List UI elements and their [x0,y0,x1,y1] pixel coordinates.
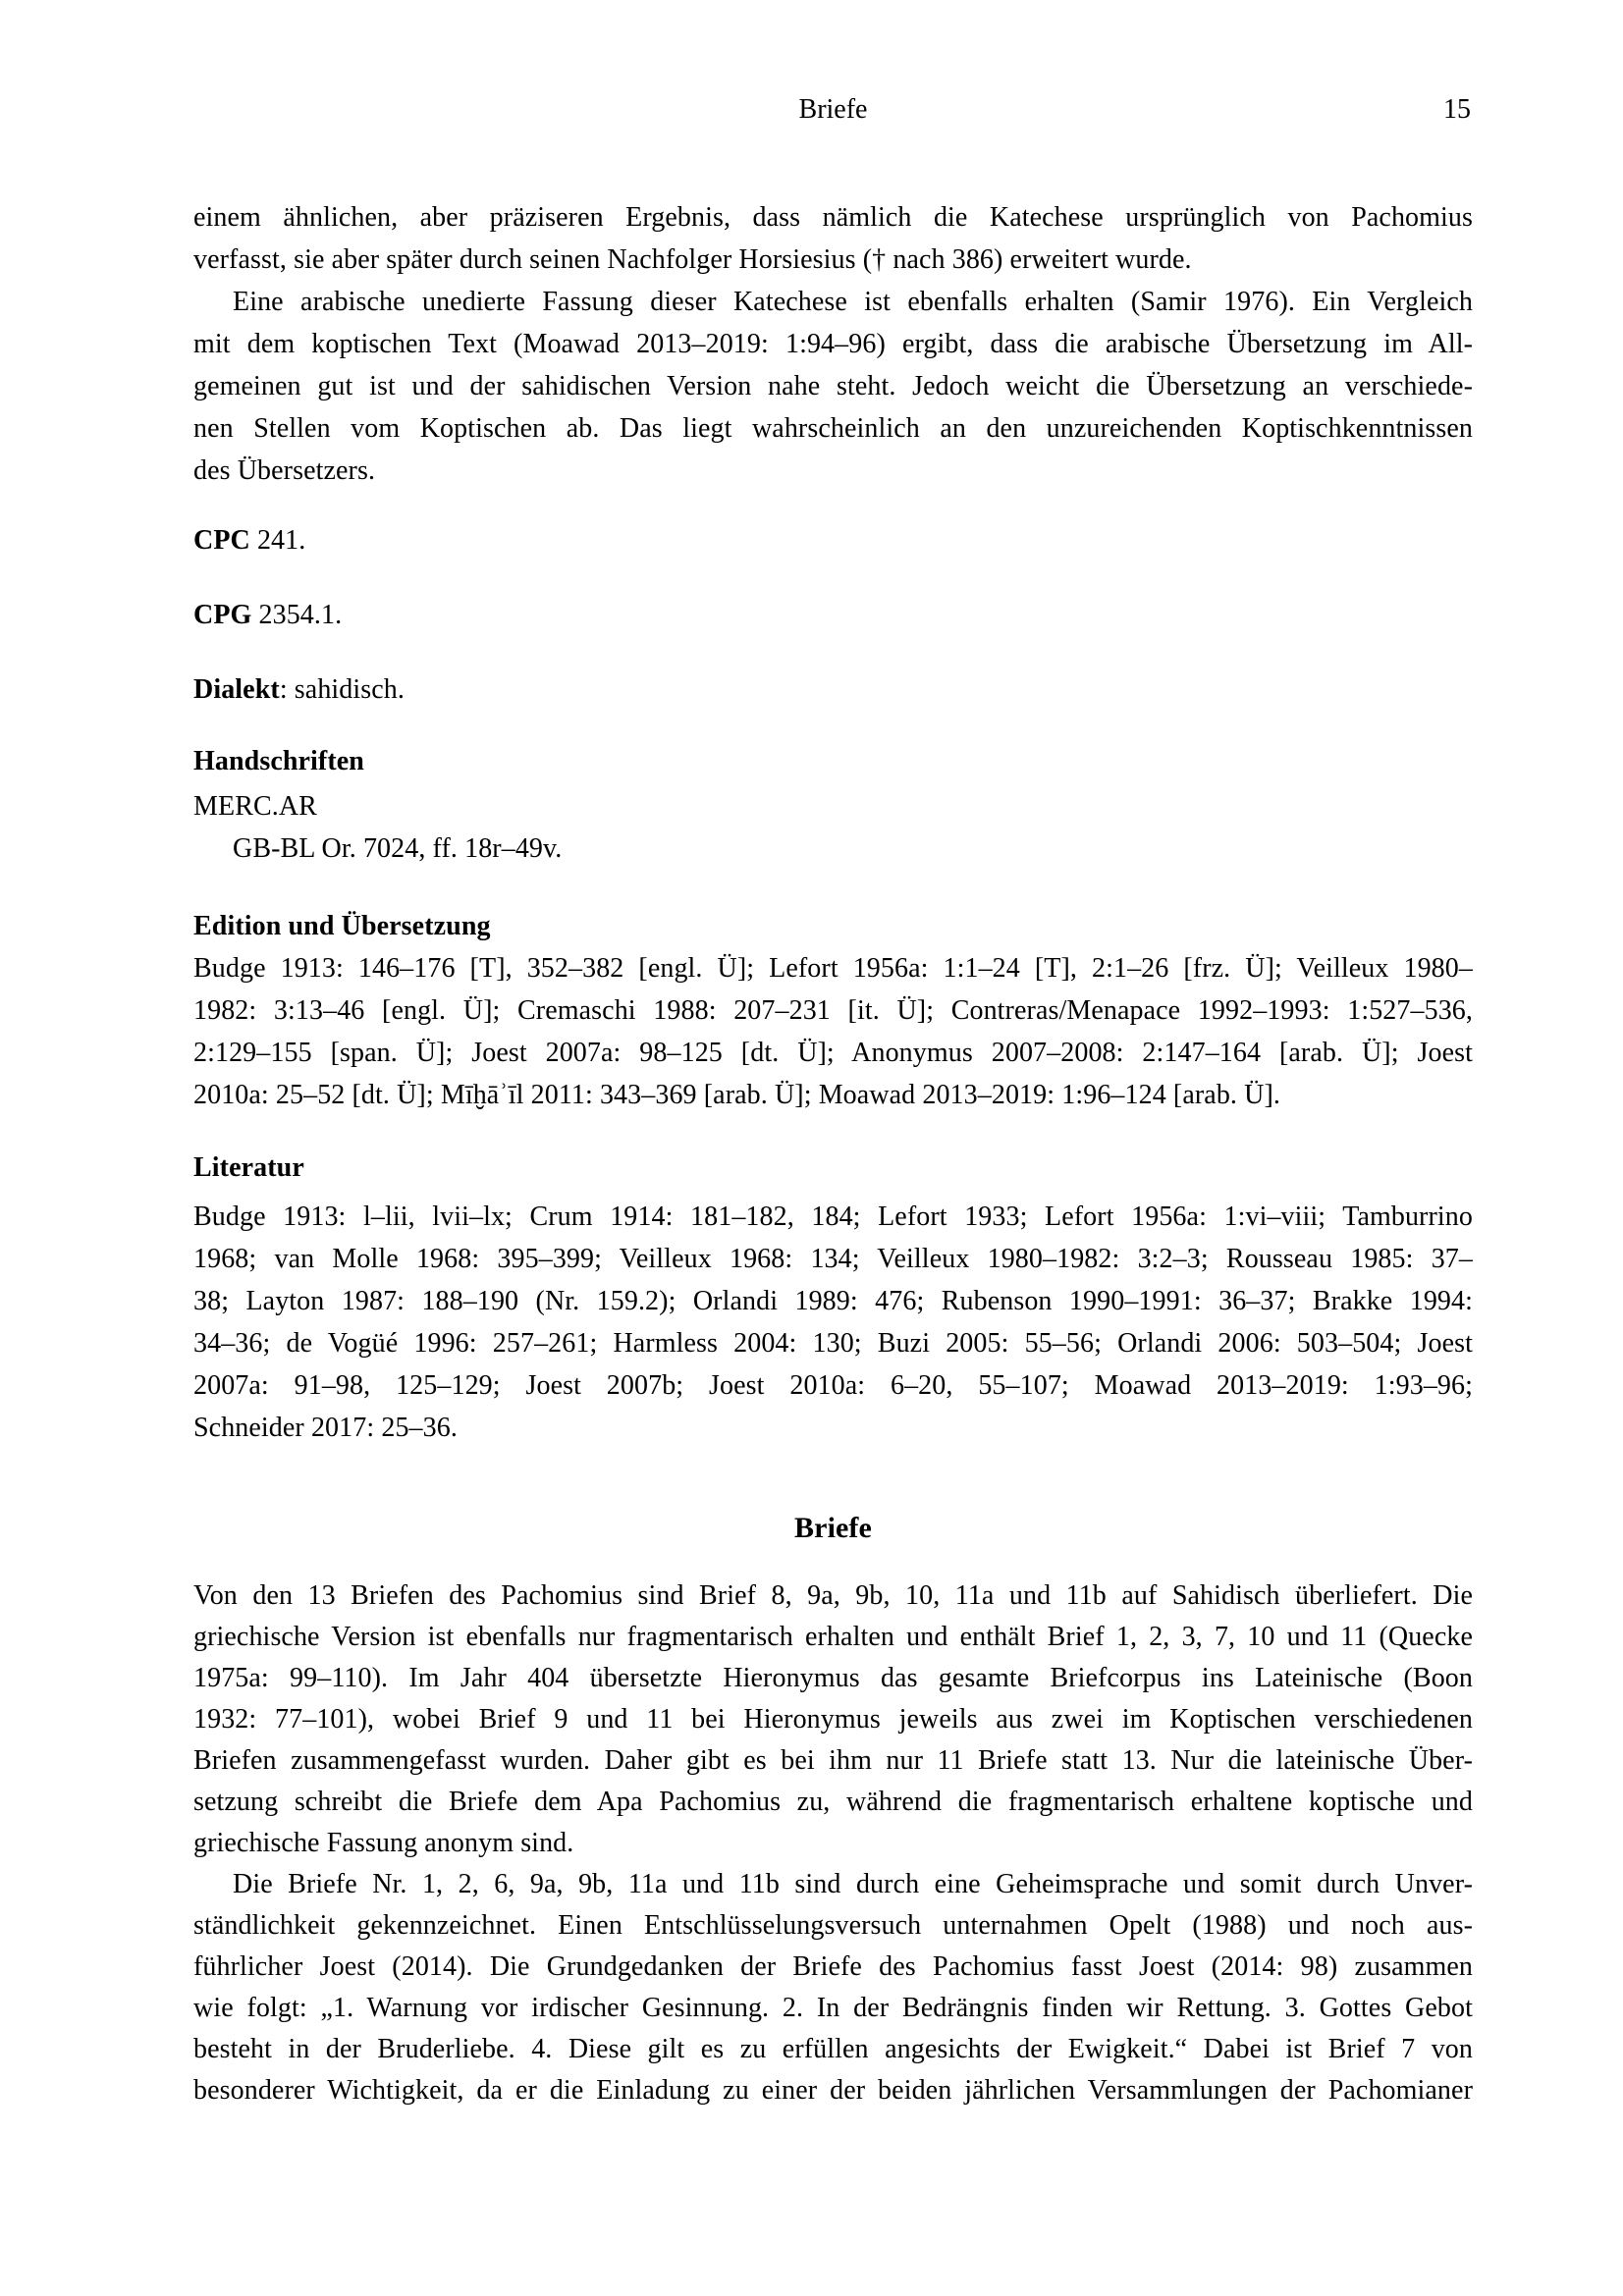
text-line: 2:129–155 [span. Ü]; Joest 2007a: 98–125 [dt. Ü]; Anonymus 2007–2008: 2:147–164 [arab. Ü]; Joest [193,1038,1473,1068]
page-number: 15 [1443,94,1471,125]
entry-cpg [193,594,1473,636]
entry-dialekt-value: : sahidisch. [279,674,405,705]
text-line: Von den 13 Briefen des Pachomius sind Brief 8, 9a, 9b, 10, 11a und 11b auf Sahidisch überliefert. Die [193,1580,1473,1611]
paragraph-briefe-2 [193,1864,1473,2111]
text-line: 38; Layton 1987: 188–190 (Nr. 159.2); Orlandi 1989: 476; Rubenson 1990–1991: 36–37; Brakke 1994: [193,1286,1473,1316]
paragraph-literatur [193,1196,1473,1449]
running-head [193,88,1473,131]
entry-cpc [193,519,1473,561]
entry-dialekt [193,668,1473,711]
text-line: 1968; van Molle 1968: 395–399; Veilleux 1968: 134; Veilleux 1980–1982: 3:2–3; Rousseau 1985: 37– [193,1244,1473,1274]
text-line: wie folgt: „1. Warnung vor irdischer Gesinnung. 2. In der Bedrängnis finden wir Rettung. 3. Gottes Gebot [193,1993,1473,2023]
text-line: Budge 1913: l–lii, lvii–lx; Crum 1914: 181–182, 184; Lefort 1933; Lefort 1956a: 1:vi–viii; Tamburrino [193,1201,1473,1232]
text-line: besteht in der Bruderliebe. 4. Diese gilt es zu erfüllen angesichts der Ewigkeit.“ Dabei ist Brief 7 von [193,2034,1473,2064]
text-line: setzung schreibt die Briefe dem Apa Pachomius zu, während die fragmentarisch erhaltene koptische und [193,1787,1473,1817]
text-line: mit dem koptischen Text (Moawad 2013–2019: 1:94–96) ergibt, dass die arabische Übersetzung im All- [193,329,1473,359]
text-line: einem ähnlichen, aber präziseren Ergebnis, dass nämlich die Katechese ursprünglich von Pachomius [193,202,1473,233]
text-line: 1932: 77–101), wobei Brief 9 und 11 bei Hieronymus jeweils aus zwei im Koptischen verschiedenen [193,1704,1473,1735]
entry-cpg-label: CPG [193,600,252,630]
running-head-title: Briefe [798,94,868,125]
text-line: Schneider 2017: 25–36. [193,1413,458,1443]
paragraph-briefe-1 [193,1575,1473,1864]
text-line: Die Briefe Nr. 1, 2, 6, 9a, 9b, 11a und 11b sind durch eine Geheimsprache und somit durch Unver- [233,1869,1473,1899]
text-line: besonderer Wichtigkeit, da er die Einladung zu einer der beiden jährlichen Versammlungen der Pachomianer [193,2075,1473,2106]
entry-cpc-value: 241. [249,525,306,556]
text-line: ständlichkeit gekennzeichnet. Einen Entschlüsselungsversuch unternahmen Opelt (1988) und noch aus- [193,1910,1473,1941]
text-line: führlicher Joest (2014). Die Grundgedanken der Briefe des Pachomius fasst Joest (2014: 98) zusammen [193,1951,1473,1982]
heading-edition-uebersetzung: Edition und Übersetzung [193,911,491,941]
manuscript-reference: GB-BL Or. 7024, ff. 18r–49v. [233,833,563,864]
paragraph-katechese-1 [193,196,1473,281]
text-line: 2010a: 25–52 [dt. Ü]; Mīḫāʾīl 2011: 343–369 [arab. Ü]; Moawad 2013–2019: 1:96–124 [arab. Ü]. [193,1080,1280,1110]
text-line: 34–36; de Vogüé 1996: 257–261; Harmless 2004: 130; Buzi 2005: 55–56; Orlandi 2006: 503–504; Joest [193,1328,1473,1359]
text-line: 2007a: 91–98, 125–129; Joest 2007b; Joest 2010a: 6–20, 55–107; Moawad 2013–2019: 1:93–96; [193,1370,1473,1401]
text-line: 1982: 3:13–46 [engl. Ü]; Cremaschi 1988: 207–231 [it. Ü]; Contreras/Menapace 1992–1993: 1:527–536, [193,995,1473,1026]
text-line: nen Stellen vom Koptischen ab. Das liegt wahrscheinlich an den unzureichenden Koptischkenntnissen [193,413,1473,444]
section-heading-briefe: Briefe [794,1512,872,1544]
paragraph-edition [193,947,1473,1116]
text-line: verfasst, sie aber später durch seinen Nachfolger Horsiesius († nach 386) erweitert wurde. [193,244,1192,275]
heading-literatur: Literatur [193,1152,304,1183]
entry-cpc-label: CPC [193,525,250,556]
text-line: 1975a: 99–110). Im Jahr 404 übersetzte Hieronymus das gesamte Briefcorpus ins Lateinische (Boon [193,1663,1473,1693]
text-line: Briefen zusammengefasst wurden. Daher gibt es bei ihm nur 11 Briefe statt 13. Nur die lateinische Über- [193,1745,1473,1776]
entry-dialekt-label: Dialekt [193,674,280,705]
text-line: gemeinen gut ist und der sahidischen Version nahe steht. Jedoch weicht die Übersetzung an verschiede- [193,371,1473,401]
text-line: Eine arabische unedierte Fassung dieser Katechese ist ebenfalls erhalten (Samir 1976). Ein Vergleich [233,287,1473,317]
text-line: griechische Fassung anonym sind. [193,1828,574,1858]
manuscript-siglum: MERC.AR [193,791,317,822]
text-line: griechische Version ist ebenfalls nur fragmentarisch erhalten und enthält Brief 1, 2, 3, 7, 10 und 11 (Quecke [193,1622,1473,1652]
text-line: Budge 1913: 146–176 [T], 352–382 [engl. Ü]; Lefort 1956a: 1:1–24 [T], 2:1–26 [frz. Ü]; Veilleux 1980– [193,953,1473,984]
text-line: des Übersetzers. [193,455,376,486]
entry-cpg-value: 2354.1. [251,600,343,630]
text-column [193,196,1473,2111]
heading-handschriften: Handschriften [193,746,364,776]
paragraph-katechese-2 [193,281,1473,492]
